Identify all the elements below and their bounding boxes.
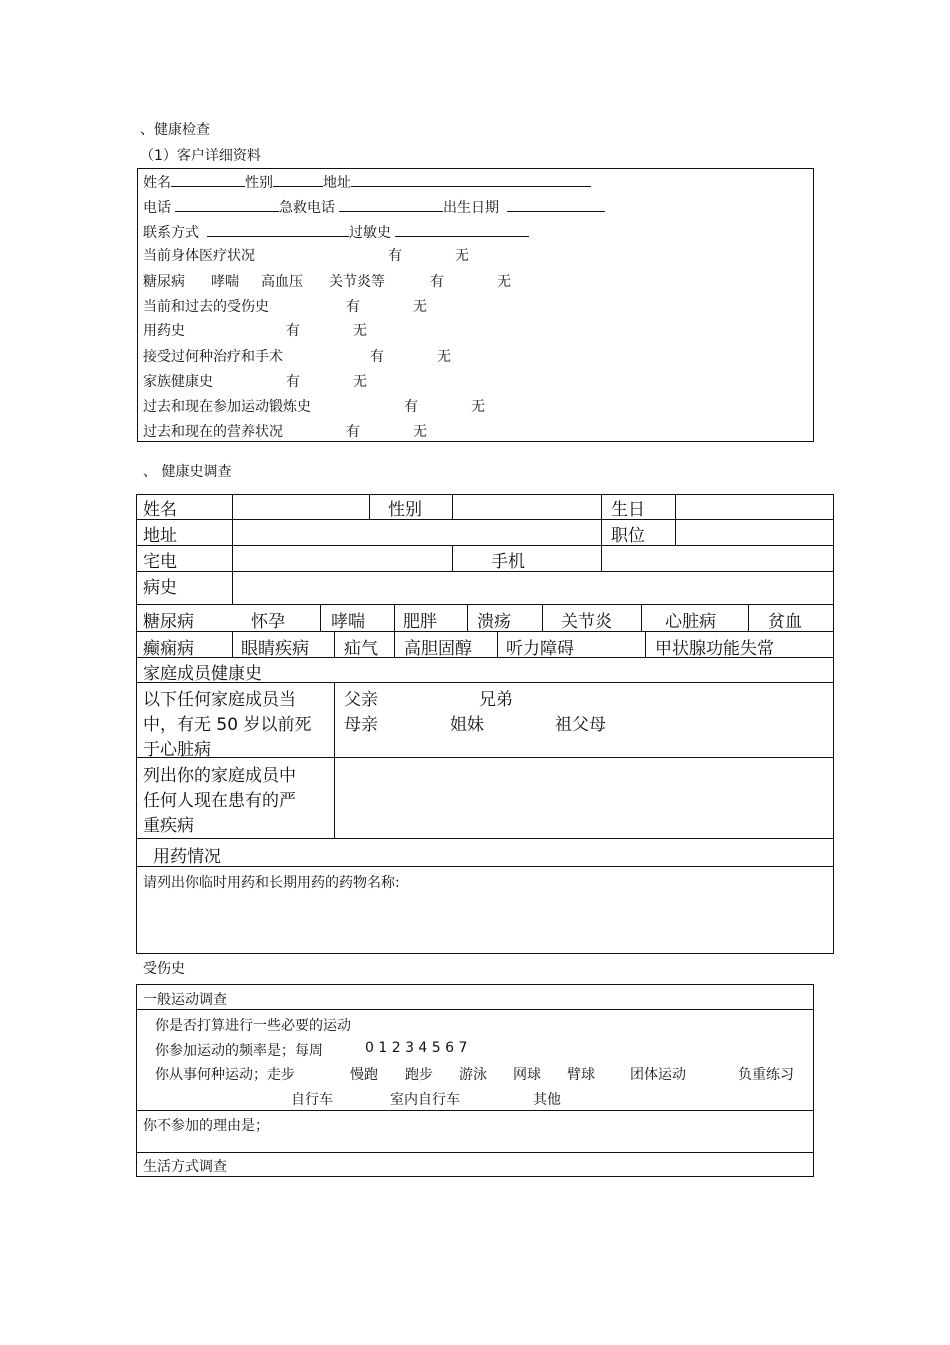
medication-history-yes[interactable]: 有 xyxy=(286,323,300,339)
birth-date-label: 出生日期 xyxy=(443,200,499,216)
member-brother[interactable]: 兄弟 xyxy=(479,690,513,710)
nutrition-no[interactable]: 无 xyxy=(413,424,427,440)
exercise-plan-question: 你是否打算进行一些必要的运动 xyxy=(155,1018,351,1034)
exercise-history-no[interactable]: 无 xyxy=(471,399,485,415)
exercise-history-label: 过去和现在参加运动锻炼史 xyxy=(143,399,311,415)
client-name-row xyxy=(143,171,591,192)
disease-yes[interactable]: 有 xyxy=(430,274,444,290)
sport-tennis[interactable]: 网球 xyxy=(513,1067,541,1083)
hh-mobile-label: 手机 xyxy=(491,552,525,572)
hh-mobile-cell[interactable] xyxy=(602,546,833,571)
client-gender-label: 性别 xyxy=(245,175,273,191)
disease-diabetes[interactable]: 糖尿病 xyxy=(143,612,194,632)
family-health-label: 家族健康史 xyxy=(143,374,213,390)
disease-cholesterol[interactable]: 高胆固醇 xyxy=(404,639,472,659)
client-name-field[interactable] xyxy=(171,171,245,187)
asthma-label: 哮喘 xyxy=(211,274,239,290)
section1-title: 、健康检查 xyxy=(140,122,210,138)
hh-gender-cell[interactable] xyxy=(453,495,600,519)
section2-title: 、 健康史调查 xyxy=(143,464,232,480)
sport-swim[interactable]: 游泳 xyxy=(459,1067,487,1083)
disease-arthritis[interactable]: 关节炎 xyxy=(561,612,612,632)
emergency-phone-label: 急救电话 xyxy=(279,200,335,216)
hh-address-cell[interactable] xyxy=(233,520,600,545)
hh-gender-label: 性别 xyxy=(388,500,422,520)
medical-status-yes[interactable]: 有 xyxy=(388,248,402,264)
sport-bicycle[interactable]: 自行车 xyxy=(291,1092,333,1108)
treatment-label: 接受过何种治疗和手术 xyxy=(143,349,283,365)
client-phone-label: 电话 xyxy=(143,200,171,216)
exercise-survey-title: 一般运动调查 xyxy=(143,992,227,1008)
diabetes-label: 糖尿病 xyxy=(143,274,185,290)
family-q1-line3: 于心脏病 xyxy=(143,740,211,760)
disease-no[interactable]: 无 xyxy=(497,274,511,290)
birth-date-field[interactable] xyxy=(507,196,605,212)
frequency-options[interactable]: 0 1 2 3 4 5 6 7 xyxy=(365,1040,468,1056)
family-q1-line1: 以下任何家庭成员当 xyxy=(143,690,296,710)
disease-asthma[interactable]: 哮喘 xyxy=(331,612,365,632)
disease-obesity[interactable]: 肥胖 xyxy=(403,612,437,632)
client-phone-field[interactable] xyxy=(175,196,279,212)
sport-weights[interactable]: 负重练习 xyxy=(738,1067,794,1083)
hh-history-label: 病史 xyxy=(143,578,177,598)
injury-history-no[interactable]: 无 xyxy=(413,299,427,315)
nutrition-yes[interactable]: 有 xyxy=(346,424,360,440)
disease-pregnancy[interactable]: 怀孕 xyxy=(251,612,285,632)
disease-hernia[interactable]: 疝气 xyxy=(344,639,378,659)
exercise-history-yes[interactable]: 有 xyxy=(404,399,418,415)
hh-birthday-label: 生日 xyxy=(611,500,645,520)
medication-question: 请列出你临时用药和长期用药的药物名称: xyxy=(143,875,400,891)
family-q2-line1: 列出你的家庭成员中 xyxy=(143,766,296,786)
member-grandparents[interactable]: 祖父母 xyxy=(555,715,606,735)
disease-thyroid[interactable]: 甲状腺功能失常 xyxy=(655,639,774,659)
allergy-field[interactable] xyxy=(395,221,529,237)
nutrition-label: 过去和现在的营养状况 xyxy=(143,424,283,440)
hh-home-phone-label: 宅电 xyxy=(143,552,177,572)
exercise-frequency-question: 你参加运动的频率是；每周 xyxy=(155,1043,323,1059)
medical-status-label: 当前身体医疗状况 xyxy=(143,248,255,264)
section1-subtitle: （1）客户详细资料 xyxy=(140,148,261,164)
hh-name-cell[interactable] xyxy=(233,495,368,519)
sport-armball[interactable]: 臂球 xyxy=(567,1067,595,1083)
disease-hearing[interactable]: 听力障碍 xyxy=(506,639,574,659)
medical-status-no[interactable]: 无 xyxy=(455,248,469,264)
hh-birthday-cell[interactable] xyxy=(676,495,833,519)
contact-field[interactable] xyxy=(207,221,349,237)
hh-job-cell[interactable] xyxy=(676,520,833,545)
client-gender-field[interactable] xyxy=(273,171,323,187)
client-name-label: 姓名 xyxy=(143,175,171,191)
allergy-label: 过敏史 xyxy=(349,225,391,241)
client-contact-row xyxy=(143,221,529,242)
emergency-phone-field[interactable] xyxy=(339,196,443,212)
disease-anemia[interactable]: 贫血 xyxy=(768,612,802,632)
sport-indoor-bicycle[interactable]: 室内自行车 xyxy=(390,1092,460,1108)
member-father[interactable]: 父亲 xyxy=(344,690,378,710)
treatment-no[interactable]: 无 xyxy=(437,349,451,365)
hh-name-label: 姓名 xyxy=(143,500,177,520)
family-serious-illness-cell[interactable] xyxy=(335,758,833,838)
sport-jog[interactable]: 慢跑 xyxy=(350,1067,378,1083)
client-address-label: 地址 xyxy=(323,175,351,191)
client-address-field[interactable] xyxy=(351,171,591,187)
hh-home-phone-cell[interactable] xyxy=(233,546,451,571)
medication-history-label: 用药史 xyxy=(143,323,185,339)
hypertension-label: 高血压 xyxy=(261,274,303,290)
family-q1-line2: 中，有无 50 岁以前死 xyxy=(143,715,312,735)
disease-ulcer[interactable]: 溃疡 xyxy=(477,612,511,632)
reason-answer-area[interactable] xyxy=(137,1132,813,1151)
injury-history-section: 受伤史 xyxy=(143,961,185,977)
member-mother[interactable]: 母亲 xyxy=(344,715,378,735)
treatment-yes[interactable]: 有 xyxy=(370,349,384,365)
hh-job-label: 职位 xyxy=(611,526,645,546)
contact-label: 联系方式 xyxy=(143,225,199,241)
family-health-yes[interactable]: 有 xyxy=(286,374,300,390)
injury-history-yes[interactable]: 有 xyxy=(346,299,360,315)
medication-answer-area[interactable] xyxy=(137,892,833,952)
medication-section-label: 用药情况 xyxy=(153,847,221,867)
family-q2-line3: 重疾病 xyxy=(143,816,194,836)
exercise-type-question: 你从事何种运动；走步 xyxy=(155,1067,295,1083)
member-sister[interactable]: 姐妹 xyxy=(450,715,484,735)
hh-address-label: 地址 xyxy=(143,526,177,546)
sport-run[interactable]: 跑步 xyxy=(405,1067,433,1083)
medication-history-no[interactable]: 无 xyxy=(353,323,367,339)
family-health-history-label: 家庭成员健康史 xyxy=(143,664,262,684)
client-phone-row xyxy=(143,196,605,217)
hh-history-cell[interactable] xyxy=(233,572,833,604)
disease-heart[interactable]: 心脏病 xyxy=(665,612,716,632)
sport-other[interactable]: 其他 xyxy=(533,1092,561,1108)
disease-epilepsy[interactable]: 癫痫病 xyxy=(143,639,194,659)
family-q2-line2: 任何人现在患有的严 xyxy=(143,791,296,811)
family-health-no[interactable]: 无 xyxy=(353,374,367,390)
lifestyle-survey-title: 生活方式调查 xyxy=(143,1159,227,1175)
injury-history-label: 当前和过去的受伤史 xyxy=(143,299,269,315)
not-participating-reason: 你不参加的理由是； xyxy=(143,1118,269,1134)
disease-eye[interactable]: 眼睛疾病 xyxy=(241,639,309,659)
sport-team[interactable]: 团体运动 xyxy=(630,1067,686,1083)
arthritis-label: 关节炎等 xyxy=(329,274,385,290)
